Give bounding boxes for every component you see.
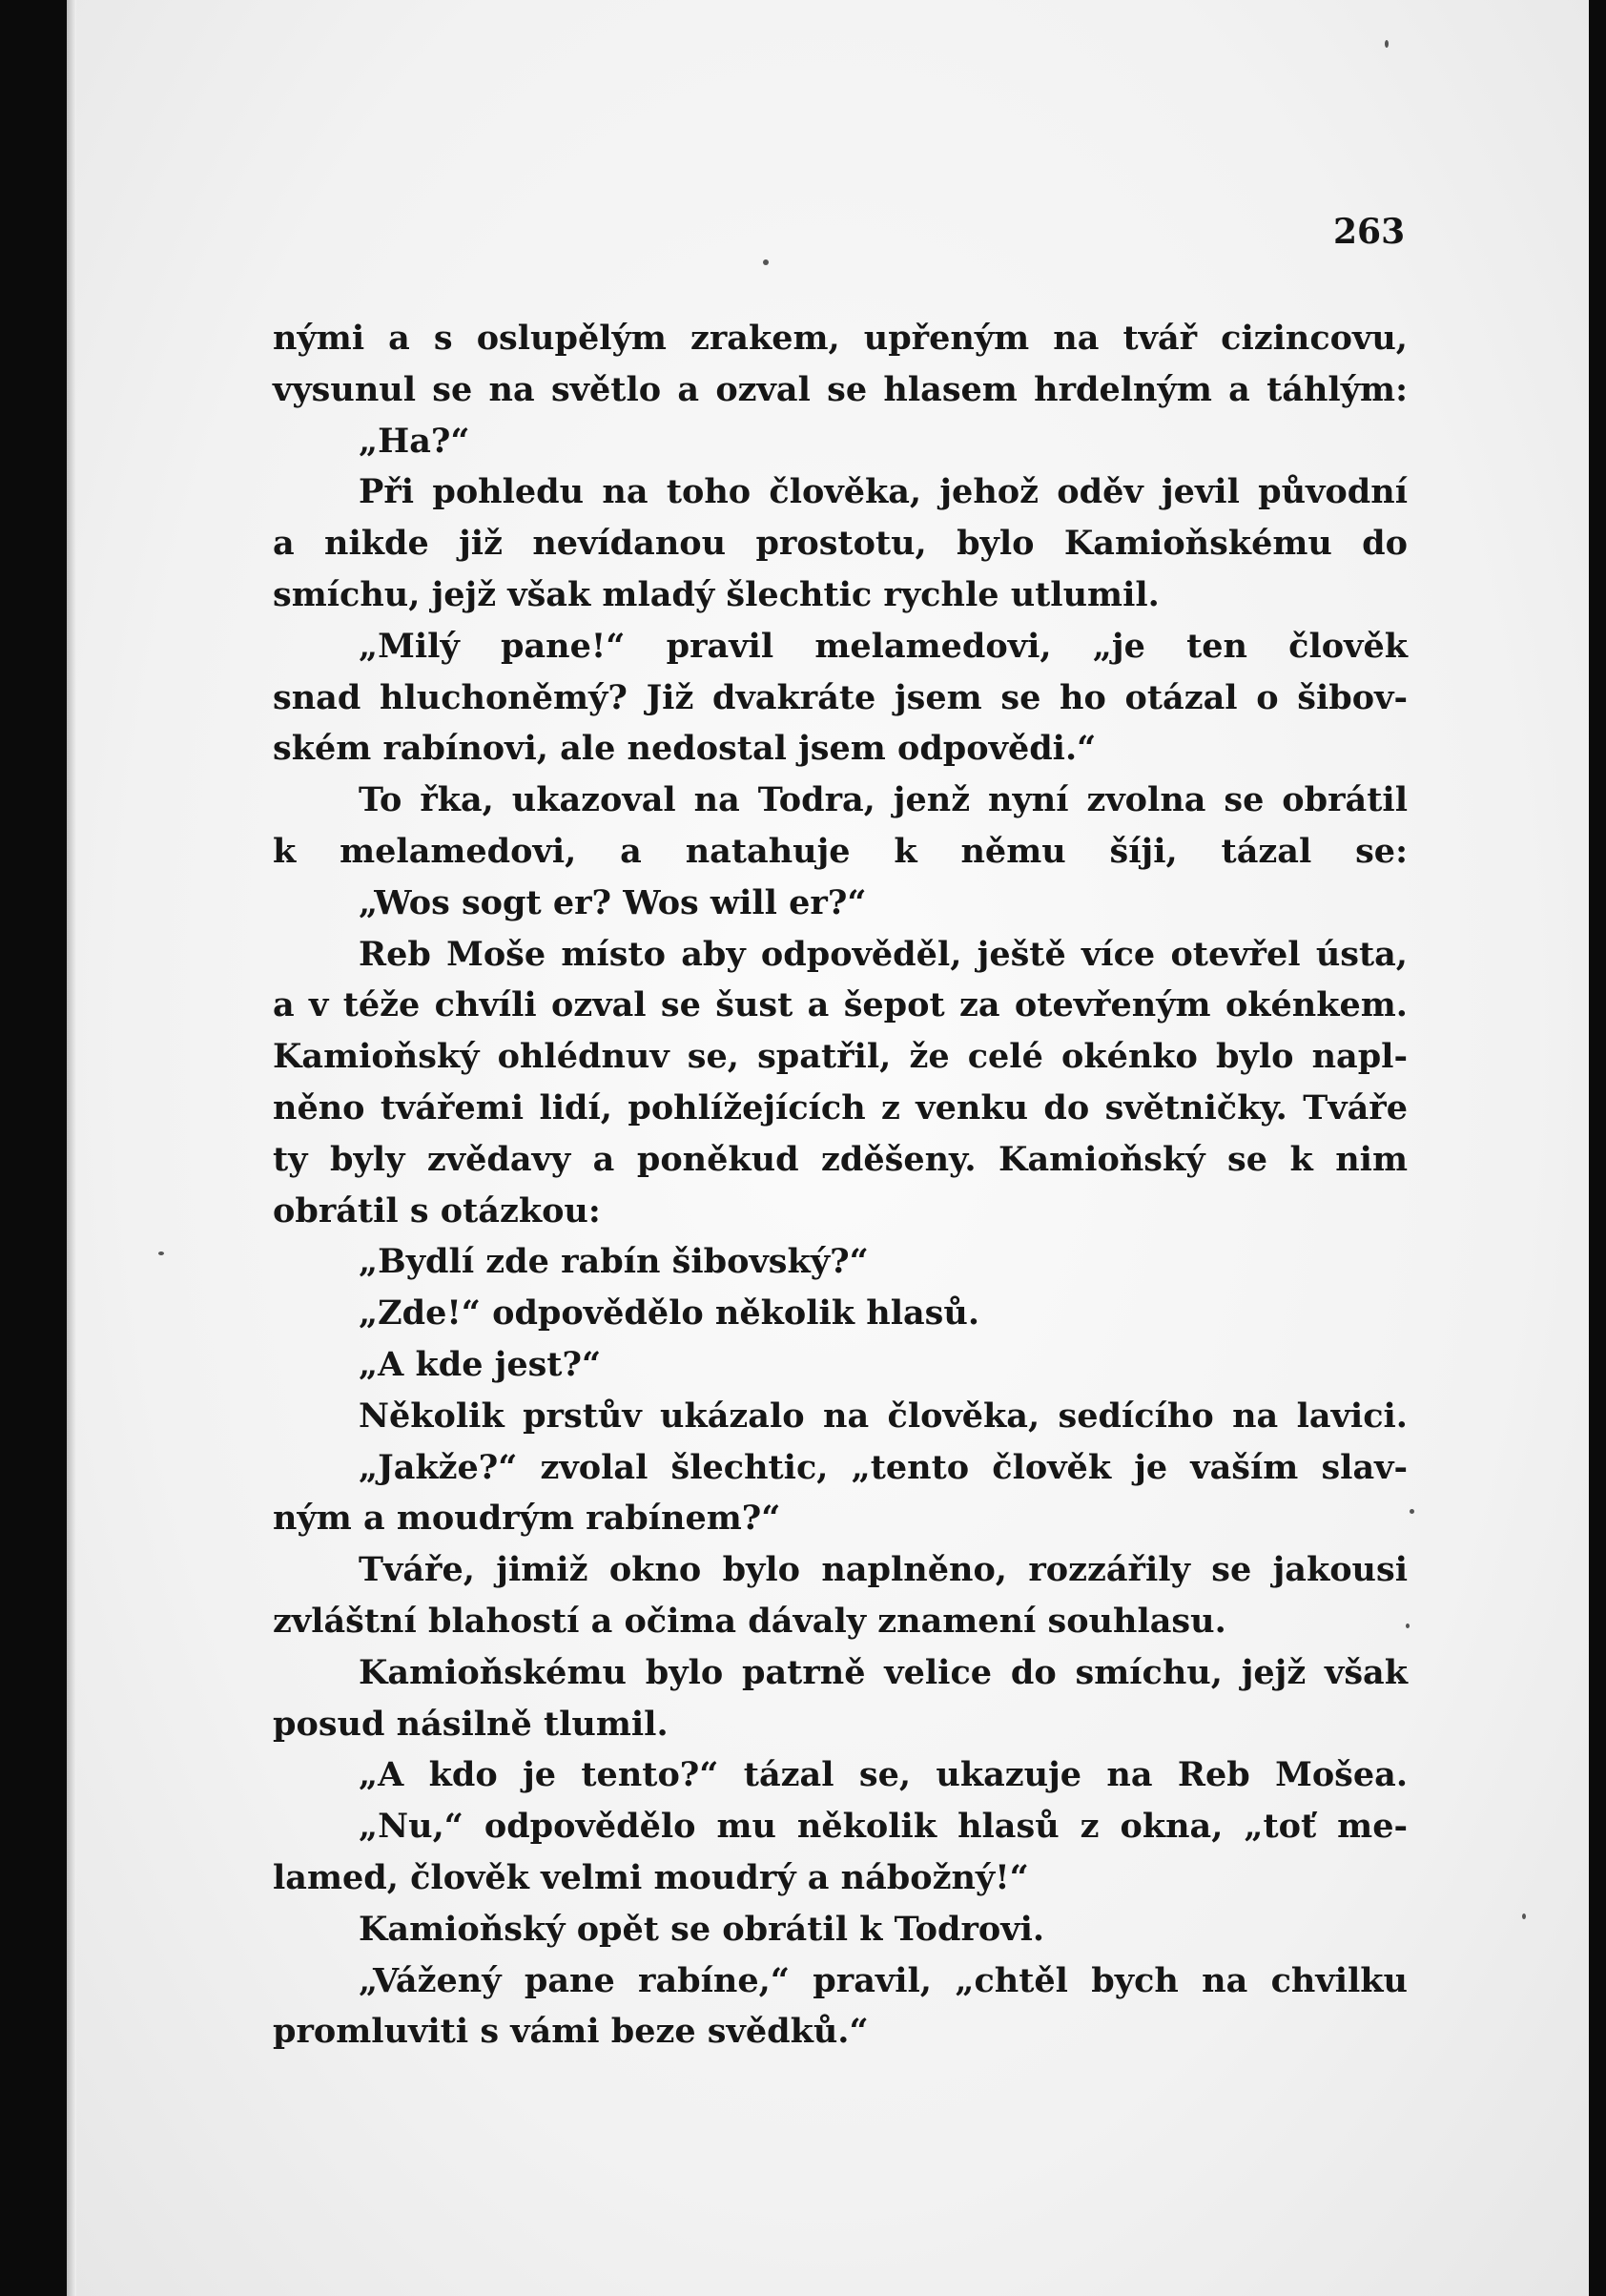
speck bbox=[1522, 1913, 1526, 1919]
text-line: a nikde již nevídanou prostotu, bylo Kamioňskému do bbox=[273, 524, 1408, 564]
page-number: 263 bbox=[1333, 212, 1406, 252]
text-line: „Ha?“ bbox=[359, 421, 470, 461]
text-line: „A kdo je tento?“ tázal se, ukazuje na Reb Mošea. bbox=[359, 1755, 1408, 1795]
text-line: „Zde!“ odpovědělo několik hlasů. bbox=[359, 1293, 980, 1334]
text-line: „Milý pane!“ pravil melamedovi, „je ten člověk bbox=[359, 626, 1408, 666]
text-line: Několik prstův ukázalo na člověka, sedícího na lavici. bbox=[359, 1396, 1408, 1436]
text-line: „Bydlí zde rabín šibovský?“ bbox=[359, 1242, 869, 1282]
text-line: Tváře, jimiž okno bylo naplněno, rozzářily se jakousi bbox=[359, 1550, 1408, 1590]
text-line: a v téže chvíli ozval se šust a šepot za otevřeným okénkem. bbox=[273, 985, 1408, 1025]
text-line: ty byly zvědavy a poněkud zděšeny. Kamioňský se k nim bbox=[273, 1139, 1408, 1179]
text-line: lamed, člověk velmi moudrý a nábožný!“ bbox=[273, 1857, 1029, 1897]
text-line: zvláštní blahostí a očima dávaly znamení souhlasu. bbox=[273, 1601, 1226, 1641]
text-line: vysunul se na světlo a ozval se hlasem hrdelným a táhlým: bbox=[273, 369, 1408, 409]
text-line: Při pohledu na toho člověka, jehož oděv jevil původní bbox=[359, 472, 1408, 512]
body-text bbox=[273, 313, 1408, 2058]
text-line: „Vážený pane rabíne,“ pravil, „chtěl bych na chvilku bbox=[359, 1960, 1408, 2000]
text-line: „Jakže?“ zvolal šlechtic, „tento člověk je vaším slav- bbox=[359, 1447, 1408, 1487]
text-line: Reb Moše místo aby odpověděl, ještě více otevřel ústa, bbox=[359, 934, 1408, 974]
text-line: To řka, ukazoval na Todra, jenž nyní zvolna se obrátil bbox=[359, 780, 1408, 820]
text-line: k melamedovi, a natahuje k němu šíji, tázal se: bbox=[273, 831, 1408, 871]
page-gutter bbox=[67, 0, 76, 2296]
text-line: smíchu, jejž však mladý šlechtic rychle utlumil. bbox=[273, 574, 1160, 614]
text-line: snad hluchoněmý? Již dvakráte jsem se ho otázal o šibov- bbox=[273, 677, 1408, 717]
text-line: promluviti s vámi beze svědků.“ bbox=[273, 2012, 869, 2052]
text-line: ském rabínovi, ale nedostal jsem odpovědi.“ bbox=[273, 729, 1097, 769]
text-line: Kamioňský ohlédnuv se, spatřil, že celé okénko bylo napl- bbox=[273, 1037, 1408, 1077]
speck bbox=[1410, 1509, 1414, 1514]
text-line: Kamioňský opět se obrátil k Todrovi. bbox=[359, 1909, 1045, 1949]
speck bbox=[1385, 40, 1389, 48]
text-line: „A kde jest?“ bbox=[359, 1344, 602, 1384]
speck bbox=[158, 1251, 164, 1255]
text-line: něno tvářemi lidí, pohlížejících z venku do světničky. Tváře bbox=[273, 1087, 1408, 1127]
text-line: „Nu,“ odpovědělo mu několik hlasů z okna, „toť me- bbox=[359, 1807, 1408, 1847]
text-line: nými a s oslupělým zrakem, upřeným na tvář cizincovu, bbox=[273, 319, 1408, 358]
speck bbox=[763, 259, 769, 265]
text-line: „Wos sogt er? Wos will er?“ bbox=[359, 882, 867, 922]
text-line: obrátil s otázkou: bbox=[273, 1190, 601, 1231]
text-line: posud násilně tlumil. bbox=[273, 1704, 669, 1744]
text-line: Kamioňskému bylo patrně velice do smíchu, jejž však bbox=[359, 1652, 1408, 1692]
text-line: ným a moudrým rabínem?“ bbox=[273, 1499, 781, 1539]
